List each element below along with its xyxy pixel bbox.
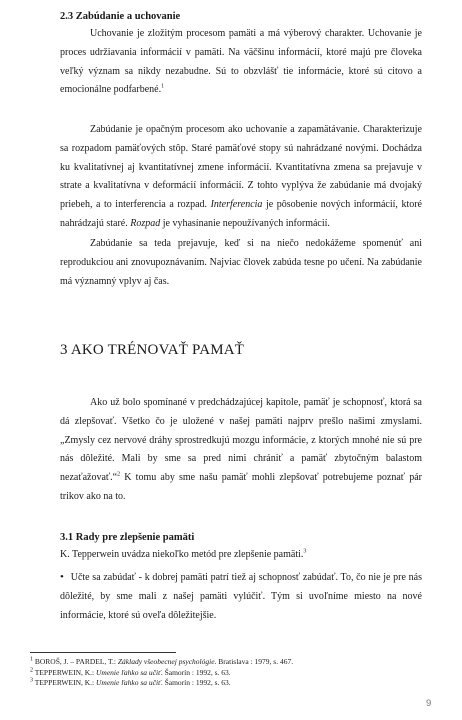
footnote-publication: . Šamorín : 1992, s. 63. xyxy=(160,668,231,677)
footnote-ref-2[interactable]: 2 xyxy=(117,471,121,478)
bullet-item-zabudat xyxy=(60,568,422,625)
paragraph-ako-trenovat xyxy=(60,394,422,507)
footnote-author: TEPPERWEIN, K.: xyxy=(33,668,96,677)
footnote-1 xyxy=(30,657,430,667)
paragraph-ako-trenovat-text-a: Ako už bolo spomínané v predchádzajúcej kapitole, pamäť je schopnosť, ktorá sa dá zlepšovať. Všetko čo je uložené v našej pamäti najprv prešlo našimi zmyslami. „Zmysly cez nervové dráhy sprostredkujú mozgu informácie, z ktorých mnohé nie sú pre nás dôležité. Mali by sme sa pred nimi chrániť a pamäť zbytočným balastom nezaťažovať.“ xyxy=(60,397,422,484)
paragraph-uchovanie-text: Uchovanie je zložitým procesom pamäti a má výberový charakter. Uchovanie je proces udržiavania informácií v pamäti. Na väčšinu informácií, ktoré majú pre človeka veľký význam sa nikdy nezabudne. Sú to obzvlášť tie informácie, ktoré sú citovo a emocionálne podfarbené. xyxy=(60,28,422,96)
footnote-author: TEPPERWEIN, K.: xyxy=(33,678,96,687)
footnote-number: 1 xyxy=(30,656,33,663)
chapter-heading-3: 3 AKO TRÉNOVAŤ PAMAŤ xyxy=(60,342,245,358)
paragraph-tepperwein-intro xyxy=(60,546,422,565)
paragraph-zabudanie-text-a: Zabúdanie je opačným procesom ako uchovanie a zapamätávanie. Charakterizuje sa rozpadom pamäťových stôp. Staré pamäťové stopy sú nahrádzané novými. Dochádza ku kvalitatívnej aj kvantitatívnej zmene informácií. Kvantitatívna zmena sa prejavuje v strate a kvalitatívna v deformácií informácií. Z tohto vyplýva že zabúdanie má dvojaký priebeh, a to interferencia a rozpad. xyxy=(60,124,422,211)
paragraph-zabudanie xyxy=(60,121,422,234)
term-rozpad: Rozpad xyxy=(130,217,161,229)
paragraph-zabudanie-prejav: Zabúdanie sa teda prejavuje, keď si na niečo nedokážeme spomenúť ani reprodukciou ani znovupoznávaním. Najviac človek zabúda tesne po učení. Na zabúdanie má významný vplyv aj čas. xyxy=(60,238,422,287)
footnote-publication: . Šamorín : 1992, s. 63. xyxy=(160,678,231,687)
footnote-2 xyxy=(30,668,430,678)
paragraph-ako-trenovat-text-b: K tomu aby sme našu pamäť mohli zlepšovať potrebujeme poznať pár trikov ako na to. xyxy=(60,472,422,502)
paragraph-zabudanie-text-b: je pôsobenie nových informácií, ktoré nahrádzajú staré. xyxy=(60,199,422,229)
page-number: 9 xyxy=(426,698,432,709)
footnote-number: 3 xyxy=(30,677,33,684)
footnote-ref-3[interactable]: 3 xyxy=(303,548,307,555)
bullet-item-text: Učte sa zabúdať - k dobrej pamäti patrí tiež aj schopnosť zabúdať. To, čo nie je pre nás dôležité, by sme mali z našej pamäti vylúčiť. Tým si uvoľníme miesto na nové informácie, ktoré sú oveľa dôležitejšie. xyxy=(60,572,422,621)
footnote-author: BOROŠ, J. – PARDEL, T.: xyxy=(33,657,118,666)
footnote-ref-1[interactable]: 1 xyxy=(161,84,165,91)
footnote-title: Umenie ľahko sa učiť xyxy=(96,668,161,677)
footnote-title: Umenie ľahko sa učiť xyxy=(96,678,161,687)
footnote-separator xyxy=(30,652,176,653)
section-heading-2-3: 2.3 Zabúdanie a uchovanie xyxy=(60,11,181,22)
footnote-number: 2 xyxy=(30,667,33,674)
paragraph-zabudanie-text-c: je vyhasínanie nepoužívaných informácií. xyxy=(160,217,330,229)
footnote-publication: . Bratislava : 1979, s. 467. xyxy=(214,657,294,666)
paragraph-tepperwein-intro-text: K. Tepperwein uvádza niekoľko metód pre zlepšenie pamäti. xyxy=(60,549,304,560)
bullet-icon: • xyxy=(60,571,64,583)
paragraph-uchovanie xyxy=(60,25,422,100)
footnote-3 xyxy=(30,678,430,688)
footnote-title: Základy všeobecnej psychológie xyxy=(117,657,215,666)
section-heading-3-1: 3.1 Rady pre zlepšenie pamäti xyxy=(60,532,195,543)
term-interferencia: Interferencia xyxy=(210,199,263,211)
